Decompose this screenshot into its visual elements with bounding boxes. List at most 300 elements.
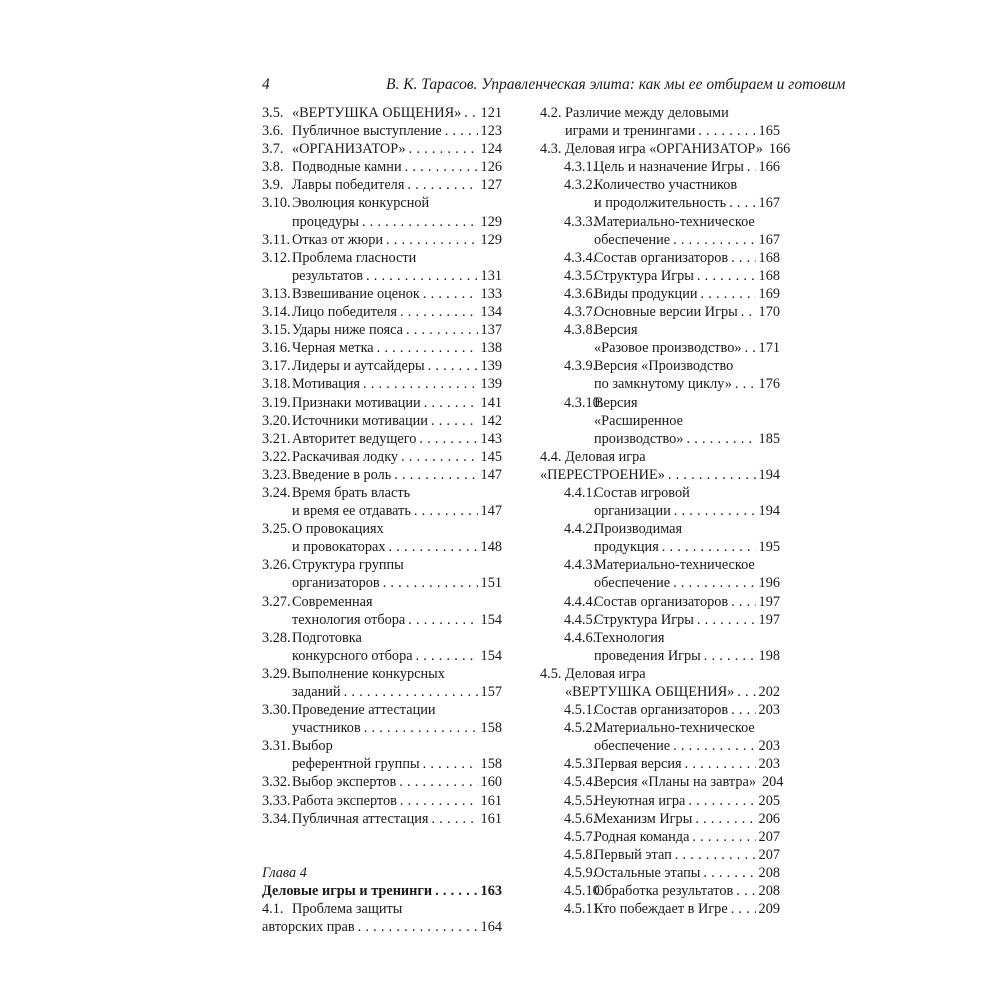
toc-entry-title: Структура Игры — [594, 267, 694, 284]
toc-entry — [540, 321, 780, 357]
toc-entry-title: Состав организаторов — [594, 593, 729, 610]
toc-entry-title: Удары ниже пояса — [292, 322, 403, 339]
toc-page-number: 124 — [480, 141, 502, 158]
toc-line — [540, 900, 780, 918]
toc-entry-number: 4.3. — [540, 141, 562, 158]
toc-page-number: 202 — [758, 684, 780, 700]
toc-line — [262, 701, 502, 719]
toc-line — [262, 918, 502, 936]
toc-entry — [540, 303, 780, 321]
toc-entry-title: «Расширенное — [594, 412, 683, 429]
toc-entry-title: Родная команда — [594, 828, 690, 845]
toc-line — [540, 792, 780, 810]
toc-line — [262, 430, 502, 448]
toc-entry — [540, 755, 780, 773]
toc-page-number: 139 — [480, 376, 502, 393]
dot-leader — [731, 701, 755, 719]
dot-leader — [737, 683, 755, 701]
toc-entry — [540, 285, 780, 303]
toc-line — [262, 140, 502, 158]
toc-entry-title: Подводные камни — [292, 159, 402, 176]
toc-entry-title: Технология — [594, 629, 665, 646]
toc-entry — [540, 701, 780, 719]
toc-line — [262, 213, 502, 231]
toc-entry-number: 4.2. — [540, 105, 562, 121]
toc-entry-title: Остальные этапы — [594, 864, 701, 881]
toc-entry-number: 4.3.5. — [564, 267, 597, 284]
dot-leader — [431, 412, 478, 430]
toc-entry — [540, 900, 780, 918]
toc-line — [540, 448, 780, 466]
toc-entry-title: участников — [292, 720, 361, 737]
toc-line — [262, 665, 502, 683]
toc-entry-title: «Разовое производство» — [594, 340, 742, 357]
toc-entry-number: 4.4.1. — [564, 484, 597, 501]
toc-page-number: 143 — [480, 430, 502, 447]
spacer — [262, 828, 502, 846]
toc-entry-title: Количество участников — [594, 177, 738, 194]
toc-entry-title: Версия — [594, 394, 638, 411]
toc-entry-number: 3.21. — [262, 430, 291, 447]
toc-entry-number: 3.5. — [262, 105, 284, 121]
toc-line — [540, 773, 784, 791]
dot-leader — [419, 430, 477, 448]
toc-line — [540, 864, 780, 882]
toc-entry — [262, 122, 502, 140]
dot-leader — [697, 267, 756, 285]
toc-page-number: 203 — [758, 702, 780, 719]
dot-leader — [741, 303, 756, 321]
toc-line — [540, 466, 780, 484]
dot-leader — [416, 647, 478, 665]
dot-leader — [675, 846, 756, 864]
toc-line — [540, 737, 780, 755]
toc-line — [540, 249, 780, 267]
toc-line — [262, 321, 502, 339]
dot-leader — [344, 683, 478, 701]
toc-line — [262, 394, 502, 412]
toc-entry-number: 4.5.7. — [564, 828, 597, 845]
toc-entry-number: 3.23. — [262, 466, 291, 483]
toc-entry — [262, 792, 502, 810]
toc-entry — [540, 593, 780, 611]
toc-entry-number: 3.12. — [262, 249, 291, 266]
toc-page-number: 133 — [480, 285, 502, 302]
toc-entry-title: Первая версия — [594, 756, 682, 773]
toc-line — [540, 194, 780, 212]
dot-leader — [389, 538, 478, 556]
dot-leader — [407, 176, 477, 194]
toc-entry — [262, 231, 502, 249]
toc-page-number: 168 — [758, 267, 780, 284]
toc-entry — [262, 140, 502, 158]
dot-leader — [377, 339, 478, 357]
toc-entry-number: 3.9. — [262, 177, 284, 194]
toc-entry-number: 3.18. — [262, 376, 291, 393]
toc-entry-title: «ОРГАНИЗАТОР» — [292, 141, 406, 158]
toc-entry-title: Обработка результатов — [594, 883, 734, 900]
toc-entry — [262, 357, 502, 375]
toc-page-number: 154 — [480, 611, 502, 628]
toc-entry-title: Цель и назначение Игры — [594, 159, 744, 176]
toc-entry-number: 4.5.8. — [564, 846, 597, 863]
toc-entry-title: Версия — [594, 322, 638, 339]
dot-leader — [736, 882, 755, 900]
dot-leader — [358, 918, 478, 936]
toc-entry-number: 3.31. — [262, 738, 291, 755]
toc-line — [540, 339, 780, 357]
toc-line — [540, 140, 791, 158]
toc-line — [262, 339, 502, 357]
toc-entry — [540, 556, 780, 592]
toc-line — [262, 176, 502, 194]
toc-entry-title: Отказ от жюри — [292, 231, 384, 248]
toc-entry — [262, 810, 502, 828]
toc-entry-title: Взвешивание оценок — [292, 285, 420, 302]
toc-entry — [540, 484, 780, 520]
dot-leader — [703, 864, 755, 882]
toc-line — [262, 502, 502, 520]
toc-entry — [540, 611, 780, 629]
dot-leader — [386, 231, 478, 249]
toc-entry-title: Материально-техническое — [594, 720, 755, 737]
toc-page-number: 127 — [480, 177, 502, 194]
toc-page-number: 161 — [480, 792, 502, 809]
toc-entry-number: 4.5.2. — [564, 720, 597, 737]
toc-entry-number: 4.3.9. — [564, 358, 597, 375]
dot-leader — [698, 122, 755, 140]
toc-page-number: 148 — [480, 539, 502, 556]
toc-entry-title: и провокаторах — [292, 539, 386, 556]
toc-entry — [262, 665, 502, 701]
toc-entry-title: Выбор — [292, 738, 333, 755]
dot-leader — [364, 719, 478, 737]
toc-page-number: 209 — [758, 901, 780, 918]
chapter-heading: Глава 4 — [262, 864, 307, 881]
spacer — [262, 846, 502, 864]
toc-page-number: 138 — [480, 340, 502, 357]
toc-line — [540, 701, 780, 719]
toc-entry — [262, 303, 502, 321]
toc-line — [540, 882, 780, 900]
toc-entry-title: Первый этап — [594, 846, 672, 863]
dot-leader — [685, 755, 756, 773]
toc-page-number: 134 — [480, 304, 502, 321]
dot-leader — [731, 593, 755, 611]
toc-page-number: 123 — [480, 123, 502, 140]
running-title: В. К. Тарасов. Управленческая элита: как мы ее отбираем и готовим — [386, 76, 846, 93]
toc-entry-title: Выполнение конкурсных — [292, 665, 445, 682]
toc-line — [262, 267, 502, 285]
toc-entry-title: Раскачивая лодку — [292, 448, 399, 465]
toc-page-number: 170 — [758, 304, 780, 321]
toc-page-number: 167 — [758, 195, 780, 212]
toc-entry-title: Деловая игра — [565, 665, 646, 682]
toc-page-number: 197 — [758, 593, 780, 610]
dot-leader — [428, 357, 478, 375]
toc-line — [540, 285, 780, 303]
toc-line — [540, 484, 780, 502]
toc-entry-title: Кто побеждает в Игре — [594, 901, 728, 918]
toc-entry-title: Деловая игра «ОРГАНИЗАТОР» — [565, 141, 763, 158]
toc-entry — [540, 792, 780, 810]
toc-entry-title: «ВЕРТУШКА ОБЩЕНИЯ» — [292, 105, 462, 121]
toc-entry — [262, 466, 502, 484]
toc-entry-title: и время ее отдавать — [292, 503, 411, 520]
dot-leader — [673, 737, 755, 755]
toc-entry — [540, 176, 780, 212]
toc-line — [262, 448, 502, 466]
toc-line — [262, 158, 502, 176]
toc-entry — [540, 213, 780, 249]
toc-line — [540, 611, 780, 629]
toc-entry-number: 3.27. — [262, 593, 291, 610]
toc-entry-number: 4.4.4. — [564, 593, 597, 610]
toc-line — [262, 556, 502, 574]
toc-page-number: 165 — [758, 123, 780, 140]
toc-entry-title: конкурсного отбора — [292, 647, 413, 664]
toc-entry-title: обеспечение — [594, 231, 671, 248]
toc-line — [262, 194, 502, 212]
toc-entry — [262, 321, 502, 339]
toc-line — [262, 755, 502, 773]
toc-line — [262, 719, 502, 737]
toc-entry-number: 4.5.9. — [564, 864, 597, 881]
toc-entry-number: 3.14. — [262, 304, 291, 321]
toc-entry-title: Время брать власть — [292, 484, 411, 501]
toc-line — [540, 213, 780, 231]
toc-entry — [262, 773, 502, 791]
toc-line — [262, 303, 502, 321]
toc-entry-title: Источники мотивации — [292, 412, 428, 429]
toc-entry — [540, 629, 780, 665]
toc-entry-number: 4.4.5. — [564, 611, 597, 628]
toc-line — [540, 828, 780, 846]
toc-line — [262, 810, 502, 828]
toc-page-number: 141 — [480, 394, 502, 411]
toc-line — [262, 611, 502, 629]
toc-entry-number: 3.34. — [262, 810, 291, 827]
toc-page-number: 169 — [758, 285, 780, 302]
toc-page-number: 131 — [480, 267, 502, 284]
dot-leader — [409, 140, 478, 158]
toc-entry-number: 3.22. — [262, 448, 291, 465]
toc-page-number: 126 — [480, 159, 502, 176]
toc-entry-number: 4.3.1. — [564, 159, 597, 176]
toc-page-number: 151 — [480, 575, 502, 592]
toc-entry — [262, 629, 502, 665]
toc-line — [540, 176, 780, 194]
toc-line — [540, 430, 780, 448]
toc-line — [262, 375, 502, 393]
toc-entry — [262, 104, 502, 122]
toc-entry-number: 3.33. — [262, 792, 291, 809]
toc-entry-title: процедуры — [292, 213, 359, 230]
toc-entry — [540, 267, 780, 285]
toc-line — [262, 773, 502, 791]
toc-line — [540, 647, 780, 665]
dot-leader — [423, 285, 478, 303]
dot-leader — [399, 773, 477, 791]
toc-line — [262, 574, 502, 592]
toc-entry-number: 4.5. — [540, 665, 562, 682]
toc-page-number: 203 — [758, 738, 780, 755]
dot-leader — [686, 430, 755, 448]
toc-line — [262, 737, 502, 755]
toc-entry-title: Публичная аттестация — [292, 810, 429, 827]
toc-entry-title: результатов — [292, 267, 364, 284]
toc-line — [540, 574, 780, 592]
toc-page-number: 157 — [480, 684, 502, 700]
toc-line — [540, 538, 780, 556]
dot-leader — [394, 466, 477, 484]
toc-entry — [262, 448, 502, 466]
toc-page-number: 194 — [758, 503, 780, 520]
toc-line — [262, 466, 502, 484]
toc-page-number: 129 — [480, 231, 502, 248]
toc-line — [262, 792, 502, 810]
toc-entry-number: 3.29. — [262, 665, 291, 682]
dot-leader — [704, 647, 756, 665]
toc-line — [540, 267, 780, 285]
dot-leader — [731, 900, 756, 918]
toc-entry — [262, 520, 502, 556]
toc-line — [540, 719, 780, 737]
dot-leader — [408, 611, 477, 629]
toc-line — [540, 394, 780, 412]
dot-leader — [701, 285, 756, 303]
toc-entry — [540, 882, 780, 900]
toc-line — [540, 122, 780, 140]
toc-page-number: 145 — [480, 448, 502, 465]
toc-entry-number: 4.5.11. — [564, 901, 603, 918]
dot-leader — [688, 792, 755, 810]
toc-entry-title: играми и тренингами — [565, 123, 696, 140]
toc-entry-number: 3.10. — [262, 195, 291, 212]
toc-entry — [540, 810, 780, 828]
toc-entry-number: 4.4. — [540, 448, 562, 465]
dot-leader — [662, 538, 756, 556]
toc-entry-number: 3.30. — [262, 702, 291, 719]
toc-entry-title: Деловая игра — [565, 448, 646, 465]
toc-entry-number: 3.32. — [262, 774, 291, 791]
toc-entry — [540, 864, 780, 882]
toc-line — [540, 520, 780, 538]
toc-entry-title: проведения Игры — [594, 647, 701, 664]
toc-page-number: 167 — [758, 231, 780, 248]
toc-line — [262, 249, 502, 267]
toc-entry-number: 3.6. — [262, 123, 284, 140]
toc-entry — [540, 448, 780, 484]
toc-line — [262, 122, 502, 140]
toc-page-number: 205 — [758, 792, 780, 809]
toc-entry — [540, 158, 780, 176]
toc-entry-title: Деловые игры и тренинги — [262, 883, 433, 900]
toc-entry — [262, 249, 502, 285]
toc-entry-number: 4.5.5. — [564, 792, 597, 809]
toc-entry-number: 4.4.6. — [564, 629, 597, 646]
toc-entry-title: Материально-техническое — [594, 557, 755, 574]
toc-line — [262, 900, 502, 918]
toc-entry-title: Состав организаторов — [594, 249, 729, 266]
toc-page-number: 137 — [480, 322, 502, 339]
toc-entry-number: 4.5.3. — [564, 756, 597, 773]
dot-leader — [673, 574, 755, 592]
toc-page-number: 195 — [758, 539, 780, 556]
toc-entry — [540, 104, 780, 140]
toc-entry-title: Структура группы — [292, 557, 404, 574]
toc-entry — [262, 158, 502, 176]
toc-entry-title: Введение в роль — [292, 466, 392, 483]
toc-line — [540, 158, 780, 176]
toc-entry-title: Различие между деловыми — [565, 105, 729, 121]
toc-entry — [540, 846, 780, 864]
toc-line — [540, 810, 780, 828]
toc-entry-number: 3.26. — [262, 557, 291, 574]
toc-page-number: 176 — [758, 376, 780, 393]
toc-entry-title: Работа экспертов — [292, 792, 397, 809]
toc-line — [262, 629, 502, 647]
dot-leader — [406, 321, 478, 339]
toc-line — [540, 846, 780, 864]
toc-line — [262, 231, 502, 249]
dot-leader — [745, 339, 756, 357]
toc-entry-title: Состав игровой — [594, 484, 690, 501]
toc-entry — [540, 665, 780, 701]
toc-page-number: 203 — [758, 756, 780, 773]
toc-entry-title: Виды продукции — [594, 285, 698, 302]
toc-entry-title: производство» — [594, 430, 684, 447]
toc-entry-number: 4.1. — [262, 901, 284, 918]
toc-entry-title: Версия «Планы на завтра» — [594, 774, 756, 791]
toc-page-number: 129 — [480, 213, 502, 230]
dot-leader — [363, 375, 478, 393]
toc-line — [540, 104, 780, 122]
toc-page-number: 166 — [768, 141, 791, 158]
toc-entry-title: Мотивация — [292, 376, 361, 393]
toc-entry-title: Признаки мотивации — [292, 394, 421, 411]
toc-right-column — [540, 104, 791, 918]
toc-entry-number: 3.11. — [262, 231, 291, 248]
toc-entry-number: 4.5.10. — [564, 883, 604, 900]
toc-entry-number: 4.4.2. — [564, 521, 597, 538]
toc-page-number: 147 — [480, 503, 502, 520]
toc-entry-title: «ВЕРТУШКА ОБЩЕНИЯ» — [565, 684, 735, 700]
toc-line — [262, 882, 502, 900]
dot-leader — [432, 810, 478, 828]
toc-line — [540, 321, 780, 339]
toc-line — [540, 683, 780, 701]
toc-entry — [262, 339, 502, 357]
toc-entry-title: Черная метка — [292, 340, 374, 357]
toc-line — [540, 665, 780, 683]
toc-entry-number: 3.28. — [262, 629, 291, 646]
toc-line — [540, 755, 780, 773]
dot-leader — [735, 375, 756, 393]
toc-entry — [262, 737, 502, 773]
toc-line — [540, 593, 780, 611]
toc-entry-title: заданий — [292, 684, 341, 700]
dot-leader — [747, 158, 756, 176]
toc-entry-title: Лицо победителя — [292, 304, 397, 321]
toc-page-number: 171 — [758, 340, 780, 357]
toc-page-number: 208 — [758, 864, 780, 881]
toc-page-number: 164 — [480, 919, 502, 936]
toc-entry-number: 4.3.3. — [564, 213, 597, 230]
toc-entry-title: Проблема защиты — [292, 901, 403, 918]
toc-line — [262, 412, 502, 430]
toc-entry-number: 3.13. — [262, 285, 291, 302]
